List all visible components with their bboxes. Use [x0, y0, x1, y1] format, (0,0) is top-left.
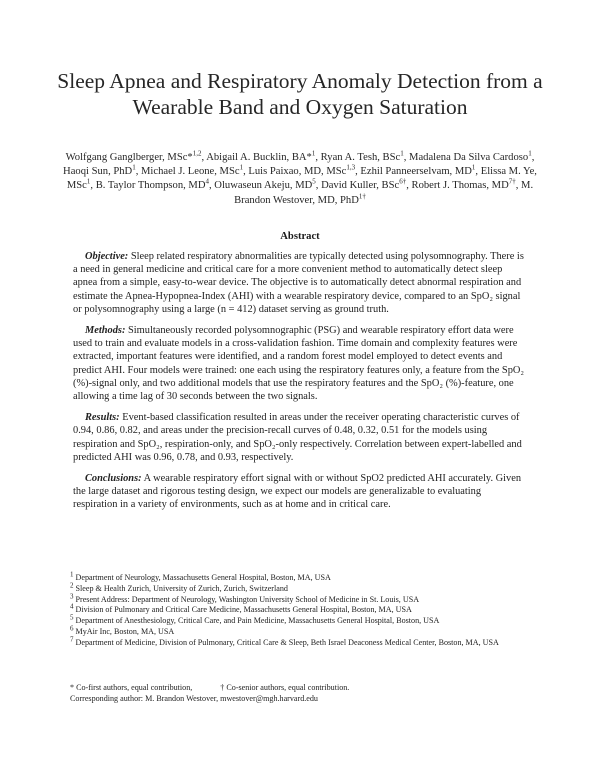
- author-affiliation-mark: 6†: [399, 177, 407, 186]
- abstract-heading: Abstract: [280, 231, 320, 242]
- footnote-number: 3: [70, 591, 74, 600]
- co-first-note: * Co-first authors, equal contribution,: [70, 683, 193, 692]
- author: [65, 149, 207, 163]
- author-name: Wolfgang Ganglberger, MSc*: [65, 152, 193, 163]
- footnote-text: Division of Pulmonary and Critical Care Medicine, Massachusetts General Hospital, Boston, MA, USA: [73, 605, 412, 615]
- co-senior-note: † Co-senior authors, equal contribution.: [220, 683, 350, 692]
- author-name: Ryan A. Tesh, BSc: [320, 152, 401, 163]
- abstract-conclusions: [73, 472, 527, 512]
- footnote-number: 1: [70, 570, 74, 579]
- author: [95, 177, 215, 192]
- footnote-text: Department of Neurology, Massachusetts General Hospital, Boston, MA, USA: [73, 573, 331, 582]
- author: [411, 177, 522, 192]
- objective-label: Objective:: [85, 251, 129, 262]
- author-affiliation-mark: 1: [400, 149, 404, 158]
- results-label: Results:: [85, 412, 120, 424]
- author-separator: ,: [355, 166, 361, 178]
- author: [63, 163, 142, 178]
- results-text: Event-based classification resulted in areas under the receiver operating characteristic curves of 0.94, 0.86, 0.82, and areas under the precision-recall curves of 0.48, 0.32, 0.51 for the models using respiration and SpO₂, respiration-only, and SpO₂-only respectively. Correlation between expert-labelled and predicted AHI was 0.96, 0.78, and 0.93, respectively.: [73, 412, 522, 463]
- author: [248, 163, 361, 178]
- author-affiliation-mark: 4: [205, 177, 209, 186]
- footnote-text: Department of Medicine, Division of Pulmonary, Critical Care & Sleep, Beth Israel Deaconess Medical Center, Boston, MA, USA: [73, 637, 499, 647]
- author-affiliation-mark: 1: [471, 163, 476, 172]
- author-separator: ,: [209, 180, 215, 192]
- affiliation-footnote: [70, 624, 540, 638]
- abstract-objective: [73, 250, 527, 316]
- affiliation-footnote: [70, 591, 540, 606]
- methods-text: Simultaneously recorded polysomnographic (PSG) and wearable respiratory effort data were used to train and evaluate models in a cross-validation fashion. Time domain and complexity features were extracted, important features were identified, and a random forest model employed to detect events and predict AHI. Four models were trained: one each using the respiratory features only, a feature from the SpO₂ (%)-signal only, and two additional models that use the respiratory features and the SpO₂ (%)-feature, one allowing a time lag of 30 seconds between the two signals.: [73, 325, 525, 403]
- author-affiliation-mark: 1,2: [192, 149, 202, 158]
- author: [409, 149, 535, 163]
- author-affiliation-mark: 5: [312, 177, 316, 186]
- author-separator: ,: [406, 180, 412, 192]
- author-separator: ,: [135, 166, 142, 178]
- author-separator: ,: [315, 152, 321, 163]
- paper-title: Sleep Apnea and Respiratory Anomaly Detection from a Wearable Band and Oxygen Saturation: [57, 69, 543, 119]
- author-separator: ,: [531, 152, 535, 163]
- correspondence-block: [70, 683, 540, 705]
- author-separator: ,: [90, 180, 96, 192]
- contribution-notes: [70, 683, 540, 694]
- author-affiliation-mark: 1: [528, 149, 532, 158]
- author: [360, 163, 481, 178]
- author-affiliation-mark: 1,3: [346, 163, 356, 172]
- abstract-body: [73, 250, 527, 520]
- footnote-number: 5: [70, 613, 74, 622]
- author-separator: ,: [515, 180, 522, 192]
- author-affiliation-mark: 7†: [508, 177, 516, 186]
- conclusions-label: Conclusions:: [85, 473, 142, 485]
- affiliation-footnote: [70, 581, 540, 595]
- affiliation-footnote: [70, 570, 540, 584]
- author-name: Robert J. Thomas, MD: [411, 180, 509, 192]
- footnote-text: Sleep & Health Zurich, University of Zurich, Zurich, Switzerland: [73, 583, 288, 593]
- conclusions-text: A wearable respiratory effort signal with or without SpO2 predicted AHI accurately. Given the large dataset and rigorous testing design, we expect our models are generalizable to evaluating respiration in a variety of environments, such as at home and in critical care.: [73, 473, 522, 511]
- author-name: Elissa M. Ye, MSc: [66, 166, 537, 192]
- corresponding-author: Corresponding author: M. Brandon Westover, mwestover@mgh.harvard.edu: [70, 693, 318, 703]
- author-affiliation-mark: 1: [311, 149, 316, 158]
- affiliation-footnotes: [70, 570, 540, 649]
- author-name: M. Brandon Westover, MD, PhD: [234, 180, 534, 206]
- author: [320, 149, 410, 163]
- footnote-number: 6: [70, 624, 74, 633]
- author-separator: ,: [475, 166, 481, 178]
- author-name: Oluwaseun Akeju, MD: [214, 180, 313, 192]
- affiliation-footnote: [70, 635, 540, 649]
- author-separator: ,: [403, 152, 410, 163]
- footnote-text: MyAir Inc, Boston, MA, USA: [73, 626, 175, 636]
- author-affiliation-mark: 1: [86, 177, 91, 186]
- abstract-results: [73, 411, 527, 464]
- affiliation-footnote: [70, 602, 540, 616]
- author-name: Ezhil Panneerselvam, MD: [360, 166, 472, 178]
- author-list: [58, 151, 542, 208]
- author-affiliation-mark: 1: [239, 163, 244, 172]
- objective-text: Sleep related respiratory abnormalities are typically detected using polysomnography. There is a need in general medicine and critical care for a more convenient method to automatically detect sleep apnea from a simple, easy-to-wear device. The objective is to automatically detect abnormal respiration and estimate the Apnea-Hypopnea-Index (AHI) with a wearable respiratory device, compared to an SpO₂ signal or polysomnography using a large (n = 412) dataset serving as ground truth.: [73, 251, 524, 315]
- footnote-text: Department of Anesthesiology, Critical Care, and Pain Medicine, Massachusetts General Hospital, Boston, USA: [73, 616, 440, 626]
- author-affiliation-mark: 1†: [358, 192, 366, 201]
- author: [321, 177, 412, 192]
- author-affiliation-mark: 1: [132, 163, 136, 172]
- author-name: Abigail A. Bucklin, BA*: [206, 152, 312, 163]
- author-name: Haoqi Sun, PhD: [63, 166, 133, 178]
- footnote-text: Present Address: Department of Neurology, Washington University School of Medicine in St. Louis, USA: [73, 594, 420, 604]
- author-name: Michael J. Leone, MSc: [141, 166, 240, 178]
- author: [214, 177, 322, 192]
- author-name: David Kuller, BSc: [321, 180, 400, 192]
- author-name: Madalena Da Silva Cardoso: [409, 152, 529, 163]
- footnote-number: 2: [70, 581, 74, 590]
- abstract-methods: [73, 324, 527, 403]
- methods-label: Methods:: [85, 325, 126, 337]
- author-separator: ,: [243, 166, 249, 178]
- author: [206, 149, 321, 163]
- author-name: B. Taylor Thompson, MD: [95, 180, 206, 192]
- author-separator: ,: [201, 152, 207, 163]
- author-name: Luis Paixao, MD, MSc: [248, 166, 347, 178]
- footnote-number: 7: [70, 635, 74, 644]
- footnote-number: 4: [70, 602, 74, 611]
- author-separator: ,: [315, 180, 322, 192]
- affiliation-footnote: [70, 613, 540, 627]
- author: [141, 163, 249, 178]
